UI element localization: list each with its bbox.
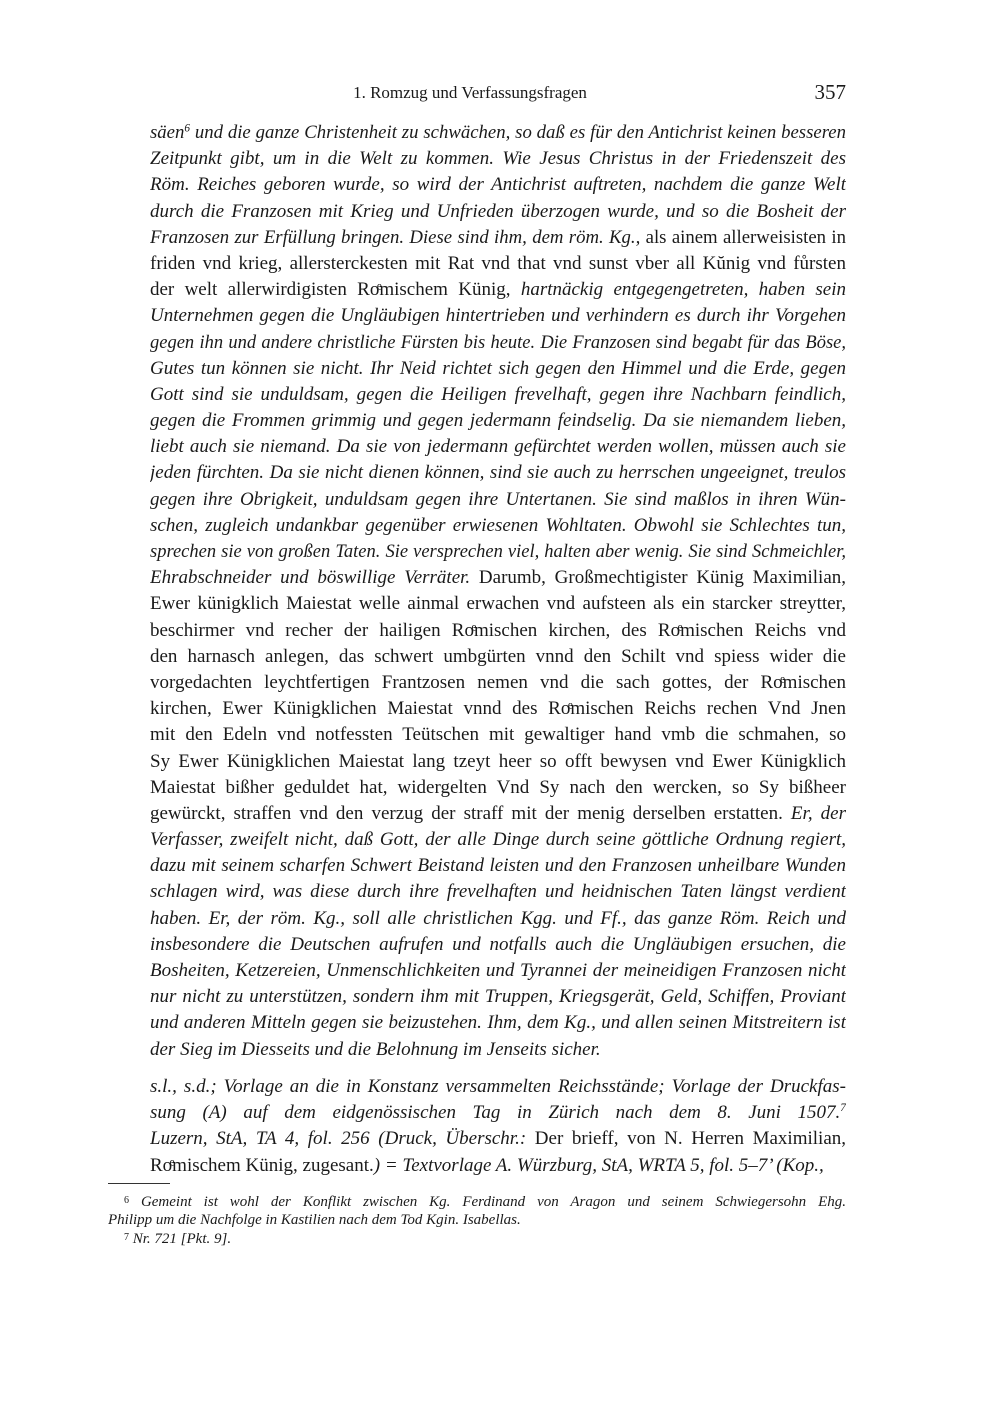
text-segment: haben. Er, der röm. Kg., soll alle christlichen Kgg. und Ff., das ganze Röm. Reich und xyxy=(150,907,846,929)
text-segment: der welt allerwirdigisten Roͤmischem Künig, xyxy=(150,279,511,301)
text-segment: sprechen sie von großen Taten. Sie versprechen viel, halten aber wenig. Sie sind Schmeichler, xyxy=(150,542,846,562)
footnote-line xyxy=(108,1211,846,1230)
text-segment: schlagen wird, was diese durch ihre frevelhaften und heidnischen Taten längst verdient xyxy=(150,881,846,903)
text-line xyxy=(150,749,846,775)
text-line xyxy=(150,513,846,539)
footnote-rule xyxy=(108,1183,170,1184)
text-segment: Franzosen zur Erfüllung bringen. Diese sind ihm, dem röm. Kg., xyxy=(150,226,641,248)
text-segment: gegen ihn und andere christliche Fürsten bis heute. Die Franzosen sind begabt für das Böse, xyxy=(150,332,846,353)
text-line xyxy=(150,1153,846,1179)
text-line xyxy=(150,120,846,146)
text-line xyxy=(150,618,846,644)
text-segment: liebt auch sie niemand. Da sie von jedermann gefürchtet werden wollen, müssen auch sie xyxy=(150,436,846,458)
text-line xyxy=(150,1074,846,1100)
text-segment: Verfasser, zweifelt nicht, daß Gott, der alle Dinge durch seine göttliche Ordnung regiert, xyxy=(150,829,846,851)
text-line xyxy=(150,565,846,591)
text-line xyxy=(150,591,846,617)
text-segment: vorgedachten leychtfertigen Frantzosen nemen vnd die sach gottes, der Roͤmischen xyxy=(150,671,846,693)
text-line xyxy=(150,801,846,827)
footnote-text: Philipp um die Nachfolge in Kastilien nach dem Tod Kgin. Isabellas. xyxy=(108,1211,521,1228)
text-segment: durch die Franzosen mit Krieg und Unfrieden überzogen wurde, und so die Bosheit der xyxy=(150,200,846,222)
text-segment: Roͤmischem Künig, zugesant. xyxy=(150,1154,374,1176)
text-line xyxy=(150,1037,846,1063)
text-segment: als ainem allerweisisten in xyxy=(640,226,846,248)
footnotes xyxy=(108,1192,846,1248)
text-line xyxy=(150,1010,846,1036)
footnote-text: Nr. 721 [Pkt. 9]. xyxy=(132,1231,232,1247)
footnote-line xyxy=(108,1192,846,1211)
text-segment: Röm. Reiches geboren wurde, so wird der Antichrist auftreten, nachdem die ganze Welt xyxy=(150,174,846,196)
text-line xyxy=(150,827,846,853)
text-line xyxy=(150,696,846,722)
text-segment: insbesondere die Deutschen aufrufen und notfalls auch die Ungläubigen ersuchen, die xyxy=(150,933,846,955)
text-segment: friden vnd krieg, allersterckesten mit Rat vnd that vnd sunst vber all Kŭnig vnd fůrsten xyxy=(150,252,846,274)
text-segment: säen xyxy=(150,122,185,143)
text-line xyxy=(150,251,846,277)
text-segment: mit den Edeln vnd notfessten Teütschen mit gewaltiger hand vmb die schmahen, so xyxy=(150,724,846,746)
footnote xyxy=(108,1229,846,1248)
text-segment: gegen ihre Obrigkeit, unduldsam gegen ihre Untertanen. Sie sind maßlos in ihren Wün- xyxy=(150,488,846,510)
footnote xyxy=(108,1192,846,1229)
main-text xyxy=(150,120,846,1063)
text-segment: sung (A) auf dem eidgenössischen Tag in Zürich nach dem 8. Juni 1507. xyxy=(150,1102,841,1124)
text-segment: Gutes tun können sie nicht. Ihr Neid richtet sich gegen den Himmel und die Erde, gegen xyxy=(150,357,846,379)
text-segment: der Sieg im Diesseits und die Belohnung im Jenseits sicher. xyxy=(150,1038,601,1060)
text-segment: Bosheiten, Ketzereien, Unmenschlichkeiten und Tyrannei der meineidigen Franzosen nicht xyxy=(150,960,846,981)
text-segment: Luzern, StA, TA 4, fol. 256 (Druck, Überschr.: xyxy=(150,1128,527,1150)
text-segment: jeden fürchten. Da sie nicht dienen können, sind sie auch zu herrschen ungeeignet, treulos xyxy=(150,462,846,484)
text-segment: Darumb, Großmechtigister Künig Maximilian, xyxy=(470,567,846,589)
text-line xyxy=(150,172,846,198)
text-line xyxy=(150,670,846,696)
text-segment: Maiestat bißher geduldet hat, widergelten Vnd Sy nach den wercken, so Sy bißheer xyxy=(150,776,846,798)
text-line xyxy=(150,879,846,905)
text-segment: nur nicht zu unterstützen, sondern ihm mit Truppen, Kriegsgerät, Geld, Schiffen, Proviant xyxy=(150,986,846,1008)
text-line xyxy=(150,382,846,408)
page-number: 357 xyxy=(814,80,846,104)
footnote-line xyxy=(108,1229,846,1248)
text-line xyxy=(150,722,846,748)
text-segment: Zeitpunkt gibt, um in die Welt zu kommen. Wie Jesus Christus in der Friedenszeit des xyxy=(150,148,846,170)
text-line xyxy=(150,199,846,225)
text-segment: gegen die Frommen grimmig und gegen jedermann feindselig. Da sie niemandem lieben, xyxy=(150,410,846,432)
text-segment: kirchen, Ewer Künigklichen Maiestat vnnd des Roͤmischen Reichs rechen Vnd Jnen xyxy=(150,698,846,720)
text-line xyxy=(150,644,846,670)
text-segment: und anderen Mitteln gegen sie beizustehen. Ihm, dem Kg., und allen seinen Mitstreitern ist xyxy=(150,1012,846,1034)
text-segment: Sy Ewer Künigklichen Maiestat lang tzeyt heer so offt bewysen vnd Ewer Künigklich xyxy=(150,750,846,772)
text-segment: schen, zugleich undankbar gegenüber erwiesenen Wohltaten. Obwohl sie Schlechtes tun, xyxy=(150,514,846,536)
text-line xyxy=(150,460,846,486)
footnote-number: 7 xyxy=(124,1232,129,1243)
text-line xyxy=(150,1100,846,1126)
text-line xyxy=(150,303,846,329)
text-line xyxy=(150,958,846,984)
text-segment: Er, der xyxy=(782,802,846,824)
text-segment: Unternehmen gegen die Ungläubigen hintertrieben und verhindern es durch ihr Vorgehen xyxy=(150,305,846,327)
text-segment: ) = Textvorlage A. Würzburg, StA, WRTA 5, fol. 5–7’ (Kop., xyxy=(373,1154,824,1176)
text-segment: dazu mit seinem scharfen Schwert Beistand leisten und den Franzosen unheilbare Wunden xyxy=(150,855,846,877)
text-segment: Ewer künigklich Maiestat welle ainmal erwachen vnd aufsteen als ein starcker streytter, xyxy=(150,593,846,615)
text-line xyxy=(150,1126,846,1152)
source-note xyxy=(150,1074,846,1179)
text-segment: gewürckt, straffen vnd den verzug der straff mit der menig derselben erstatten. xyxy=(150,802,783,824)
text-line xyxy=(150,356,846,382)
text-line xyxy=(150,225,846,251)
text-line xyxy=(150,277,846,303)
text-line xyxy=(150,487,846,513)
text-line xyxy=(150,539,846,565)
text-segment: den harnasch anlegen, das schwert umbgürten vnnd den Schilt vnd spiess wider die xyxy=(150,645,846,667)
running-header: 1. Romzug und Verfassungsfragen xyxy=(353,83,587,102)
text-segment: s.l., s.d.; Vorlage an die in Konstanz versammelten Reichsstände; Vorlage der Druckfas- xyxy=(150,1076,846,1097)
text-segment: und die ganze Christenheit zu schwächen, so daß es für den Antichrist keinen besseren xyxy=(190,122,846,143)
text-line xyxy=(150,984,846,1010)
footnote-ref: 7 xyxy=(840,1102,846,1115)
footnote-text: Gemeint ist wohl der Konflikt zwischen Kg. Ferdinand von Aragon und seinem Schwiegersohn Ehg. xyxy=(140,1194,846,1210)
text-line xyxy=(150,434,846,460)
text-segment: Ehrabschneider und böswillige Verräter. xyxy=(150,567,471,589)
text-line xyxy=(150,146,846,172)
text-segment: beschirmer vnd recher der hailigen Roͤmischen kirchen, des Roͤmischen Reichs vnd xyxy=(150,619,846,641)
text-line xyxy=(150,775,846,801)
text-segment: hartnäckig entgegengetreten, haben sein xyxy=(510,279,846,301)
text-segment: Gott sind sie unduldsam, gegen die Heiligen frevelhaft, gegen ihre Nachbarn feindlich, xyxy=(150,383,846,405)
text-segment: Der brieff, von N. Herren Maximilian, xyxy=(526,1128,846,1150)
text-line xyxy=(150,932,846,958)
text-line xyxy=(150,408,846,434)
text-line xyxy=(150,853,846,879)
footnote-number: 6 xyxy=(124,1195,129,1206)
footnote-ref: 6 xyxy=(184,122,190,135)
text-line xyxy=(150,906,846,932)
text-line xyxy=(150,330,846,356)
